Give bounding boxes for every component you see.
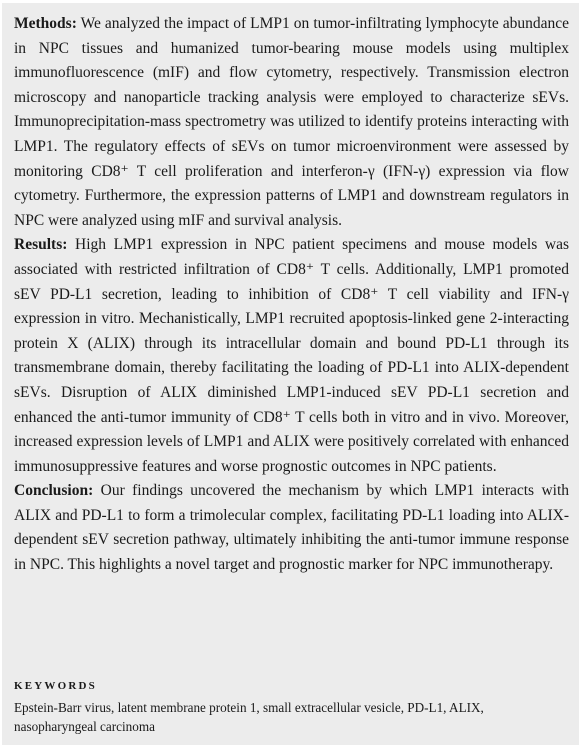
results-text: High LMP1 expression in NPC patient specimens and mouse models was associated with restricted infiltration of CD8⁺ T cells. Additionally, LMP1 promoted sEV PD-L1 secretion, leading to inhibition of CD8⁺ T cell viability and IFN-γ expression in vitro. Mechanistically, LMP1 recruited apoptosis-linked gene 2-interacting protein X (ALIX) through its intracellular domain and bound PD-L1 through its transmembrane domain, thereby facilitating the loading of PD-L1 into ALIX-dependent sEVs. Disruption of ALIX diminished LMP1-induced sEV PD-L1 secretion and enhanced the anti-tumor immunity of CD8⁺ T cells both in vitro and in vivo. Moreover, increased expression levels of LMP1 and ALIX were positively correlated with enhanced immunosuppressive features and worse prognostic outcomes in NPC patients. bbox=[14, 236, 569, 475]
conclusion-section bbox=[14, 479, 569, 577]
conclusion-text: Our findings uncovered the mechanism by which LMP1 interacts with ALIX and PD-L1 to form a trimolecular complex, facilitating PD-L1 loading into ALIX-dependent sEV secretion pathway, ultimately inhibiting the anti-tumor immune response in NPC. This highlights a novel target and prognostic marker for NPC immunotherapy. bbox=[14, 482, 569, 574]
methods-section bbox=[14, 12, 569, 233]
conclusion-label: Conclusion: bbox=[14, 482, 94, 500]
keywords-heading: KEYWORDS bbox=[14, 680, 97, 692]
keywords-list: Epstein-Barr virus, latent membrane protein 1, small extracellular vesicle, PD-L1, ALIX, nasopharyngeal carcinoma bbox=[14, 700, 484, 734]
results-section bbox=[14, 233, 569, 479]
keywords-section bbox=[14, 678, 569, 736]
abstract-body bbox=[14, 12, 569, 578]
methods-text: We analyzed the impact of LMP1 on tumor-infiltrating lymphocyte abundance in NPC tissues and humanized tumor-bearing mouse models using multiplex immunofluorescence (mIF) and flow cytometry, respectively. Transmission electron microscopy and nanoparticle tracking analysis were employed to characterize sEVs. Immunoprecipitation-mass spectrometry was utilized to identify proteins interacting with LMP1. The regulatory effects of sEVs on tumor microenvironment were assessed by monitoring CD8⁺ T cell proliferation and interferon-γ (IFN-γ) expression via flow cytometry. Furthermore, the expression patterns of LMP1 and downstream regulators in NPC were analyzed using mIF and survival analysis. bbox=[14, 15, 569, 229]
methods-label: Methods: bbox=[14, 15, 77, 32]
results-label: Results: bbox=[14, 236, 68, 254]
abstract-panel bbox=[2, 3, 579, 745]
